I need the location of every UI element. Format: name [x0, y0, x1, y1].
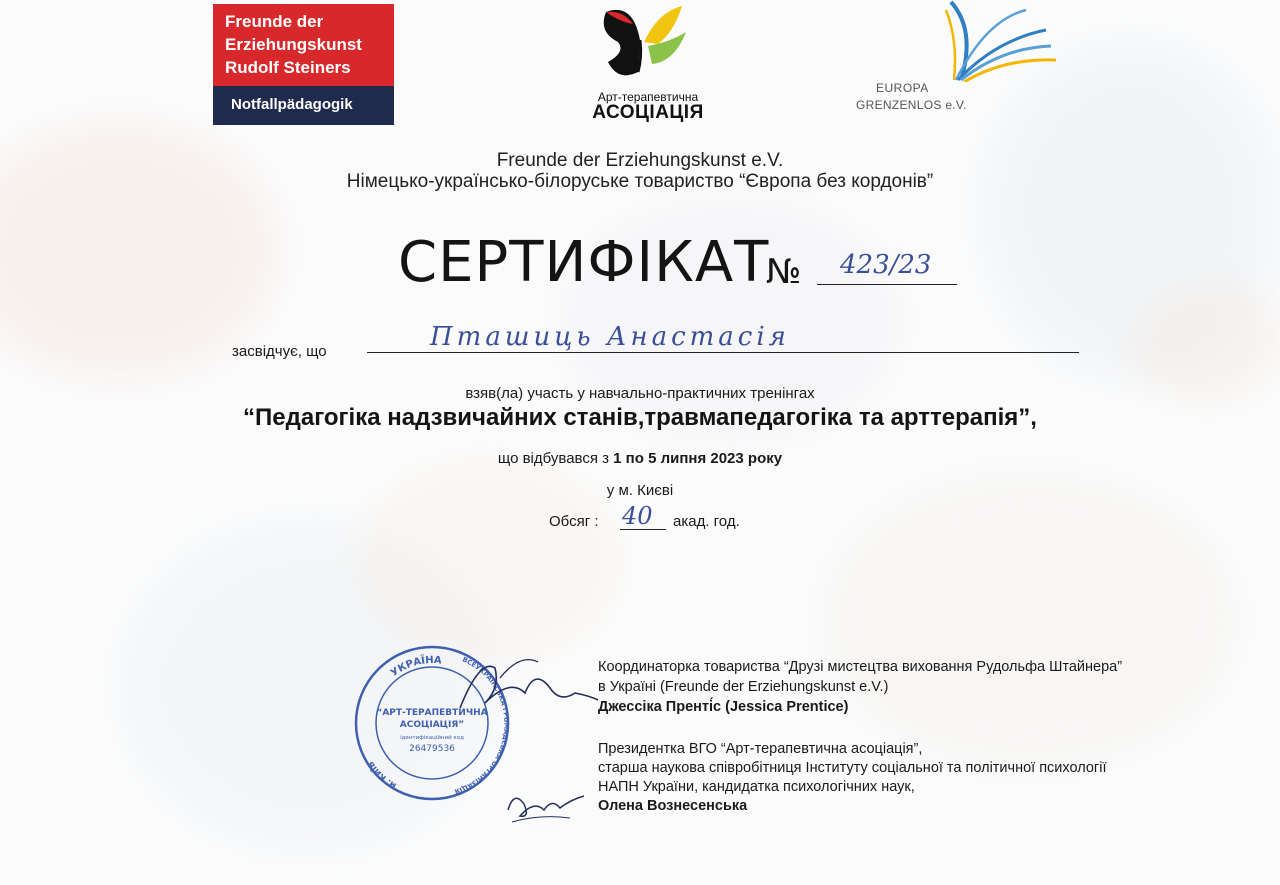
volume-unit: акад. год. — [673, 513, 740, 530]
signatory-1-organization: в Україні (Freunde der Erziehungskunst e.V.) — [598, 679, 889, 695]
signatory-2-name: Олена Вознесенська — [598, 798, 748, 814]
signatory-2-position: Президентка ВГО “Арт-терапевтична асоціація”, — [598, 741, 923, 757]
butterfly-icon — [578, 2, 718, 90]
signatory-1 — [598, 657, 1122, 717]
volume-value: 40 — [622, 502, 653, 530]
fde-logo-line: Freunde der — [225, 12, 324, 31]
dates-prefix: що відбувався з — [497, 450, 609, 467]
recipient-name: Пташиць Анастасія — [430, 322, 790, 352]
certificate-number-underline — [817, 284, 957, 285]
art-logo-big-text: АСОЦІАЦІЯ — [592, 102, 704, 123]
swoosh-icon — [846, 0, 1061, 82]
fde-logo-line: Erziehungskunst — [225, 35, 362, 54]
stamp-top-text: УКРАЇНА — [389, 654, 443, 680]
course-title: “Педагогіка надзвичайних станів,травмапедагогіка та арттерапія”, — [243, 404, 1037, 431]
signatory-1-name: Джессіка Пренті́с (Jessica Prentice) — [598, 699, 849, 715]
fde-logo-line: Rudolf Steiners — [225, 58, 351, 77]
signature-prentice — [440, 648, 600, 728]
dates-range: 1 по 5 липня 2023 року — [613, 450, 783, 467]
eu-logo-line1: EUROPA — [876, 81, 929, 95]
certificate-title: СЕРТИФІКАТ — [398, 230, 770, 295]
europa-grenzenlos-logo — [846, 0, 1061, 122]
stamp-left-text: м. КИЇВ — [366, 759, 398, 791]
certificate-number-label: № — [766, 252, 802, 292]
recipient-name-underline — [367, 352, 1079, 353]
participation-text: взяв(ла) участь у навчально-практичних тренінгах — [465, 385, 815, 402]
eu-logo-line2: GRENZENLOS e.V. — [856, 98, 967, 112]
art-logo-small-text: Арт-терапевтична — [597, 90, 699, 104]
signature-voznesenska — [500, 770, 590, 830]
stamp-center-line2: АСОЦІАЦІЯ” — [399, 720, 465, 730]
fde-logo — [213, 4, 394, 125]
course-city: у м. Києві — [606, 482, 674, 499]
stamp-code: 26479536 — [409, 744, 455, 754]
signatory-1-position: Координаторка товариства “Друзі мистецтва виховання Рудольфа Штайнера” — [598, 659, 1123, 675]
stamp-center-line3: ідентифікаційний код — [400, 735, 464, 741]
certificate-number-value: 423/23 — [840, 250, 932, 280]
certifies-label: засвідчує, що — [232, 343, 327, 360]
signatory-2 — [598, 740, 1106, 816]
art-association-logo — [578, 2, 718, 124]
volume-label: Обсяг : — [549, 513, 599, 530]
signatory-2-title: старша наукова співробітниця Інституту соціальної та політичної психології — [598, 760, 1107, 776]
fde-logo-sub: Notfallpädagogik — [213, 86, 394, 125]
stamp-right-text: ВСЕУКРАЇНСЬКА ГРОМАДСЬКА ОРГАНІЗАЦІЯ — [453, 655, 511, 796]
org-line-1: Freunde der Erziehungskunst e.V. — [496, 150, 784, 171]
signatory-2-degree: НАПН України, кандидатка психологічних наук, — [598, 779, 915, 795]
stamp-center-line1: “АРТ-ТЕРАПЕВТИЧНА — [376, 708, 488, 718]
course-dates — [0, 450, 1280, 467]
org-line-2: Німецько-українсько-білоруське товариство “Європа без кордонів” — [346, 171, 934, 192]
